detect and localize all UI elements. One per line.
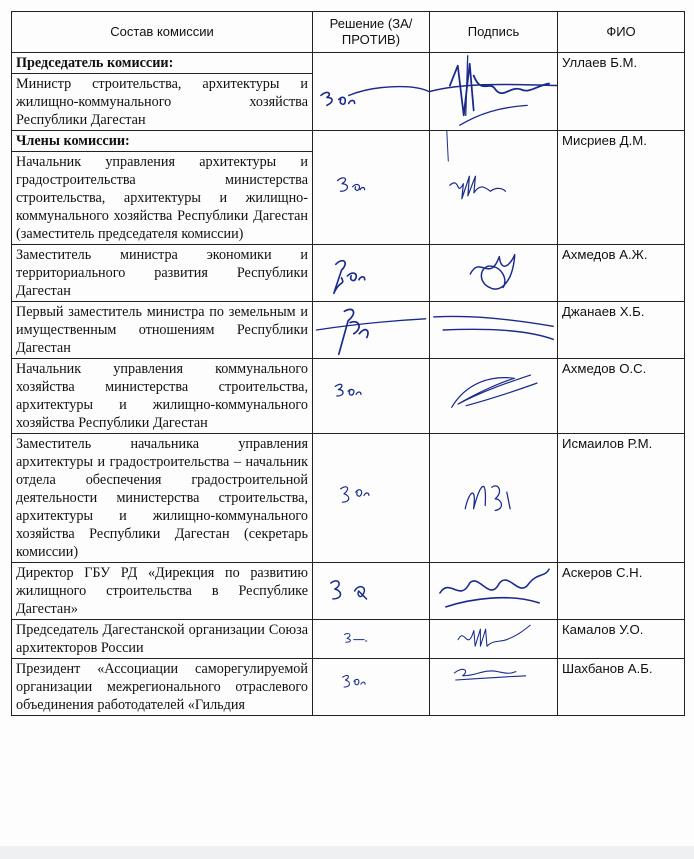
decision-cell-3 [313, 245, 430, 302]
decision-cell-9 [313, 659, 430, 716]
decision-cell-2 [313, 131, 430, 245]
commission-table [11, 11, 685, 716]
fio-4: Джанаев Х.Б. [558, 302, 685, 359]
signature-2-icon [430, 131, 557, 244]
fio-1: Уллаев Б.М. [558, 53, 685, 131]
position-9: Президент «Ассоциации саморегулируемой организации межрегионального отраслевого объединения работодателей «Гильдия [12, 659, 313, 716]
bottom-edge-strip [0, 846, 694, 859]
signature-cell-9 [430, 659, 558, 716]
handwritten-decision-2 [313, 131, 429, 244]
signature-cell-5 [430, 359, 558, 434]
signature-cell-7 [430, 563, 558, 620]
decision-cell-8 [313, 620, 430, 659]
position-4: Первый заместитель министра по земельным и имущественным отношениям Республики Дагестан [12, 302, 313, 359]
handwritten-decision-9 [313, 659, 429, 715]
handwritten-decision-4 [313, 302, 429, 358]
position-7: Директор ГБУ РД «Дирекция по развитию жилищного строительства в Республике Дагестан» [12, 563, 313, 620]
section-row-chair [12, 53, 685, 74]
fio-8: Камалов У.О. [558, 620, 685, 659]
signature-3-icon [430, 245, 557, 301]
header-signature: Подпись [430, 12, 558, 53]
position-2: Начальник управления архитектуры и градостроительства министерства строительства, архитектуры и жилищно-коммунального хозяйства Республики Дагестан (заместитель председателя комиссии) [12, 152, 313, 245]
fio-7: Аскеров С.Н. [558, 563, 685, 620]
position-3: Заместитель министра экономики и территориального развития Республики Дагестан [12, 245, 313, 302]
signature-9-icon [430, 659, 557, 715]
table-row [12, 563, 685, 620]
section-row-members [12, 131, 685, 152]
fio-2: Мисриев Д.М. [558, 131, 685, 245]
signature-5-icon [430, 359, 557, 433]
table-row [12, 359, 685, 434]
signature-8-icon [430, 620, 557, 658]
fio-9: Шахбанов А.Б. [558, 659, 685, 716]
decision-cell-6 [313, 434, 430, 563]
header-composition: Состав комиссии [12, 12, 313, 53]
fio-6: Исмаилов Р.М. [558, 434, 685, 563]
decision-cell-4 [313, 302, 430, 359]
table-row [12, 659, 685, 716]
handwritten-decision-7 [313, 563, 429, 619]
signature-cell-3 [430, 245, 558, 302]
table-row [12, 245, 685, 302]
header-fio: ФИО [558, 12, 685, 53]
signature-cell-2 [430, 131, 558, 245]
table-row [12, 434, 685, 563]
header-decision: Решение (ЗА/ПРОТИВ) [313, 12, 430, 53]
handwritten-decision-6 [313, 434, 429, 562]
signature-4-icon [430, 302, 557, 358]
position-5: Начальник управления коммунального хозяйства министерства строительства, архитектуры и жилищно-коммунального хозяйства Республики Дагестан [12, 359, 313, 434]
decision-cell-7 [313, 563, 430, 620]
handwritten-decision-5 [313, 359, 429, 433]
handwritten-decision-1 [313, 53, 429, 130]
position-1: Министр строительства, архитектуры и жилищно-коммунального хозяйства Республики Дагестан [12, 74, 313, 131]
section-members: Члены комиссии: [12, 131, 313, 152]
fio-3: Ахмедов А.Ж. [558, 245, 685, 302]
signature-1-icon [430, 53, 557, 130]
handwritten-decision-3 [313, 245, 429, 301]
signature-cell-6 [430, 434, 558, 563]
position-6: Заместитель начальника управления архитектуры и градостроительства – начальник отдела обеспечения градостроительной деятельности министерства строительства, архитектуры и жилищно-коммунального хозяйства Республики Дагестан (секретарь комиссии) [12, 434, 313, 563]
signature-6-icon [430, 434, 557, 562]
signature-cell-4 [430, 302, 558, 359]
position-8: Председатель Дагестанской организации Союза архитекторов России [12, 620, 313, 659]
signature-cell-1 [430, 53, 558, 131]
section-chair: Председатель комиссии: [12, 53, 313, 74]
table-header-row [12, 12, 685, 53]
table-row [12, 302, 685, 359]
decision-cell-1 [313, 53, 430, 131]
signature-7-icon [430, 563, 557, 619]
signature-cell-8 [430, 620, 558, 659]
table-row [12, 620, 685, 659]
handwritten-decision-8 [313, 620, 429, 658]
fio-5: Ахмедов О.С. [558, 359, 685, 434]
decision-cell-5 [313, 359, 430, 434]
